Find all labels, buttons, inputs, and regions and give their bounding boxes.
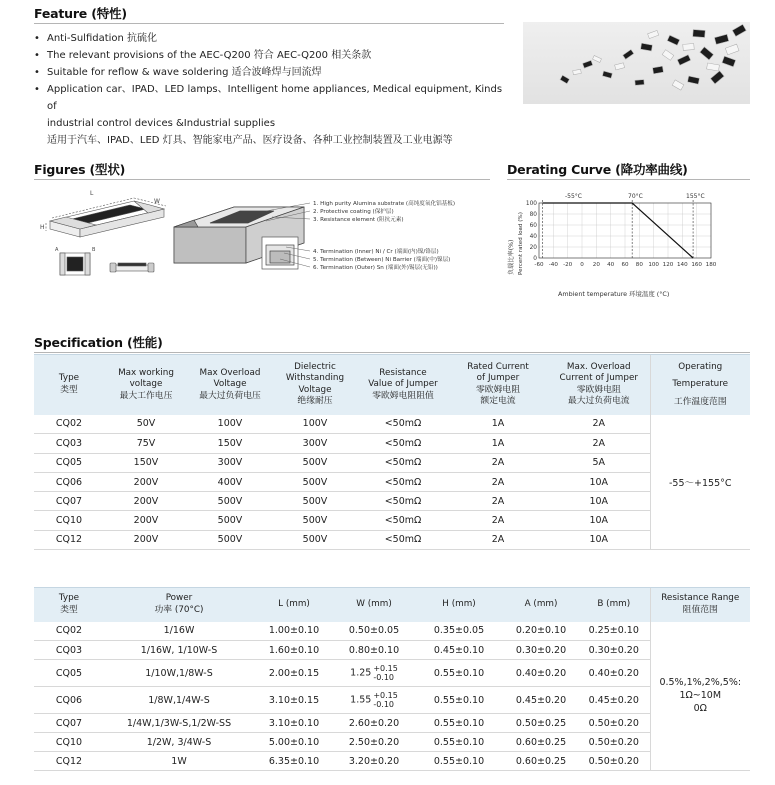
table-row xyxy=(34,492,750,511)
feature-item-text: Suitable for reflow & wave soldering 适合波峰焊与回流焊 xyxy=(47,67,322,78)
table-cell: 1.00±0.10 xyxy=(254,622,334,641)
bullet-icon: • xyxy=(34,50,40,61)
x-tick-label: -40 xyxy=(548,262,558,268)
figure-label-2: 2. Protective coating (保护层) xyxy=(313,209,394,215)
type-cell: CQ07 xyxy=(34,714,104,733)
header-line: Power xyxy=(165,593,193,604)
table-cell: 0.50±0.20 xyxy=(578,733,650,752)
dims-header-row xyxy=(34,588,750,622)
x-tick-label: -60 xyxy=(534,262,544,268)
table-cell: 0.35±0.05 xyxy=(414,622,504,641)
derating-series-line xyxy=(543,203,694,258)
table-cell: 0.40±0.20 xyxy=(504,660,578,687)
marker-label-right: 155°C xyxy=(686,193,705,200)
table-cell: 100V xyxy=(272,415,358,434)
spec-header-row xyxy=(34,355,750,415)
table-cell: 0.40±0.20 xyxy=(578,660,650,687)
header-line: 零欧姆电阻 xyxy=(476,384,520,395)
table-cell: 2A xyxy=(448,472,548,491)
table-cell: 200V xyxy=(104,511,188,530)
dim-label-h: H xyxy=(40,224,45,231)
x-axis-label: Ambient temperature 环境温度 (°C) xyxy=(558,290,670,298)
chart-x-ticks xyxy=(534,262,716,268)
table-cell: 2A xyxy=(448,530,548,549)
table-cell: 2.60±0.20 xyxy=(334,714,414,733)
table-cell: 1A xyxy=(448,415,548,434)
table-row xyxy=(34,733,750,752)
feature-item-cn: 适用于汽车、IPAD、LED 灯具、智能家电产品、医疗设备、各种工业控制装置及工业电源等 xyxy=(47,135,453,146)
header-line: 绝缘耐压 xyxy=(297,396,333,407)
table-cell: 150V xyxy=(104,453,188,472)
header-line: 额定电流 xyxy=(480,396,516,407)
figure-label-1: 1. High purity Alumina substrate (高纯度氧化铝基板) xyxy=(313,201,456,207)
table-row xyxy=(34,622,750,641)
chart-markers xyxy=(543,200,694,258)
header-line: Current of Jumper xyxy=(559,373,638,384)
y-tick-label: 20 xyxy=(529,245,537,251)
feature-list xyxy=(34,30,504,149)
figure-label-5: 5. Termination (Between) Ni Barrier (端面(中)镍层) xyxy=(313,257,451,263)
feature-item-text: Anti-Sulfidation 抗硫化 xyxy=(47,33,158,44)
table-cell: 0.20±0.10 xyxy=(504,622,578,641)
table-cell xyxy=(334,660,414,687)
header-line: of Jumper xyxy=(476,373,520,384)
header-line: Operating xyxy=(678,361,723,372)
x-tick-label: 40 xyxy=(607,262,615,268)
feature-item xyxy=(34,30,504,47)
table-cell: 500V xyxy=(188,492,272,511)
feature-item xyxy=(34,81,504,115)
spec-title: Specification (性能) xyxy=(34,335,163,350)
header-line: Temperature xyxy=(672,379,729,389)
header-line: Max Overload xyxy=(199,367,261,378)
chart-y-ticks xyxy=(526,201,537,262)
col-header-resistance-range xyxy=(650,588,750,622)
table-cell: <50mΩ xyxy=(358,492,448,511)
table-cell: 0.45±0.10 xyxy=(414,641,504,660)
col-header-w: W (mm) xyxy=(334,588,414,622)
col-header-b: B (mm) xyxy=(578,588,650,622)
table-cell: 10A xyxy=(548,472,650,491)
type-cell: CQ06 xyxy=(34,472,104,491)
col-header-a: A (mm) xyxy=(504,588,578,622)
table-cell: 0.55±0.10 xyxy=(414,660,504,687)
table-cell: 3.10±0.15 xyxy=(254,687,334,714)
header-line: Voltage xyxy=(213,379,247,389)
x-tick-label: 180 xyxy=(705,262,717,268)
table-cell: 150V xyxy=(188,434,272,453)
table-cell: 0.50±0.25 xyxy=(504,714,578,733)
table-cell: 5.00±0.10 xyxy=(254,733,334,752)
table-cell: 1/16W xyxy=(104,622,254,641)
y-tick-label: 60 xyxy=(529,223,537,229)
feature-item-continuation: industrial control devices &Industrial supplies xyxy=(47,118,276,129)
table-cell: 50V xyxy=(104,415,188,434)
tolerance-minus: -0.10 xyxy=(373,673,395,682)
table-cell: 0.55±0.10 xyxy=(414,752,504,771)
product-photo xyxy=(523,22,750,104)
feature-item xyxy=(34,47,504,64)
col-header-max-overload-current xyxy=(548,355,650,415)
marker-label-left: -55°C xyxy=(565,193,582,200)
type-cell: CQ02 xyxy=(34,622,104,641)
col-header-operating-temp xyxy=(650,355,750,415)
header-line: Withstanding xyxy=(285,373,345,384)
table-row xyxy=(34,687,750,714)
header-line: 零欧姆电阻阻值 xyxy=(372,390,434,401)
table-cell: 0.50±0.20 xyxy=(578,752,650,771)
table-cell: 0.50±0.05 xyxy=(334,622,414,641)
table-cell: 100V xyxy=(188,415,272,434)
table-cell: 10A xyxy=(548,530,650,549)
header-line: 零欧姆电阻 xyxy=(576,384,621,395)
header-line: Type xyxy=(58,373,80,384)
feature-item-text: Application car、IPAD、LED lamps、Intelligent home appliances, Medical equipment, Kinds of xyxy=(47,84,503,112)
tolerance-minus: -0.10 xyxy=(373,700,395,709)
feature-rule xyxy=(34,23,504,24)
resistor-diagram xyxy=(34,183,504,293)
table-cell: 500V xyxy=(272,530,358,549)
derating-chart-svg xyxy=(505,183,750,303)
table-cell: 2A xyxy=(548,415,650,434)
chip-resistors-image xyxy=(523,22,750,104)
table-cell: 6.35±0.10 xyxy=(254,752,334,771)
table-cell: 300V xyxy=(272,434,358,453)
chart-grid xyxy=(539,203,711,258)
table-cell: 1/16W, 1/10W-S xyxy=(104,641,254,660)
header-line: 工作温度范围 xyxy=(673,396,727,407)
derating-rule xyxy=(507,179,750,180)
table-cell: 500V xyxy=(272,453,358,472)
table-cell: 1A xyxy=(448,434,548,453)
table-cell: 500V xyxy=(272,472,358,491)
table-cell: 200V xyxy=(104,472,188,491)
table-cell: 0.60±0.25 xyxy=(504,733,578,752)
range-line: 0.5%,1%,2%,5%: xyxy=(659,677,742,689)
table-cell: 1/2W, 3/4W-S xyxy=(104,733,254,752)
table-row xyxy=(34,660,750,687)
table-cell: 1/10W,1/8W-S xyxy=(104,660,254,687)
w-value: 1.55 xyxy=(350,694,372,706)
header-line: 最大过负荷电压 xyxy=(199,390,261,401)
table-row xyxy=(34,472,750,491)
header-line: Max working xyxy=(118,367,174,378)
header-line: Type xyxy=(58,593,80,604)
spec-rule xyxy=(34,352,750,353)
col-header-max-overload-voltage xyxy=(188,355,272,415)
figures-title: Figures (型状) xyxy=(34,162,126,177)
type-cell: CQ12 xyxy=(34,752,104,771)
table-row xyxy=(34,530,750,549)
table-row xyxy=(34,752,750,771)
derating-chart xyxy=(505,183,750,303)
col-header-type xyxy=(34,588,104,622)
table-row xyxy=(34,511,750,530)
x-tick-label: 160 xyxy=(691,262,703,268)
header-line: 类型 xyxy=(60,604,78,615)
table-cell: 2.50±0.20 xyxy=(334,733,414,752)
resistor-figure xyxy=(34,183,504,293)
feature-item-text: The relevant provisions of the AEC-Q200 符合 AEC-Q200 相关条款 xyxy=(47,50,372,61)
y-tick-label: 100 xyxy=(525,201,537,207)
table-cell: 2A xyxy=(448,453,548,472)
dim-label-w: W xyxy=(154,198,160,205)
tolerance-plus: +0.15 xyxy=(373,664,398,673)
x-tick-label: 20 xyxy=(592,262,600,268)
table-cell: 1W xyxy=(104,752,254,771)
type-cell: CQ03 xyxy=(34,434,104,453)
y-axis-label-en: Percent rated load (%) xyxy=(518,212,524,275)
bullet-icon: • xyxy=(34,67,40,78)
header-line: 最大过负荷电流 xyxy=(567,396,630,407)
figures-rule xyxy=(34,179,490,180)
col-header-dielectric xyxy=(272,355,358,415)
chart-line xyxy=(543,203,694,258)
dim-label-l: L xyxy=(90,190,94,197)
table-cell: 2A xyxy=(448,511,548,530)
y-tick-label: 80 xyxy=(529,212,537,218)
type-cell: CQ05 xyxy=(34,453,104,472)
tolerance-plus: +0.15 xyxy=(373,691,398,700)
range-line: 1Ω~10M xyxy=(679,690,722,702)
table-cell: 3.20±0.20 xyxy=(334,752,414,771)
bullet-icon: • xyxy=(34,33,40,44)
y-tick-label: 0 xyxy=(533,256,537,262)
col-header-max-working-voltage xyxy=(104,355,188,415)
dim-label-a: A xyxy=(55,247,59,253)
tolerance xyxy=(373,664,398,682)
type-cell: CQ07 xyxy=(34,492,104,511)
table-cell: 2A xyxy=(548,434,650,453)
table-cell: 0.25±0.10 xyxy=(578,622,650,641)
table-cell: 0.55±0.10 xyxy=(414,714,504,733)
feature-item xyxy=(34,64,504,81)
figure-label-4: 4. Termination (Inner) Ni / Cr (端面(内)镍/铬层) xyxy=(313,249,439,255)
table-cell: 500V xyxy=(272,511,358,530)
table-cell: <50mΩ xyxy=(358,530,448,549)
type-cell: CQ02 xyxy=(34,415,104,434)
table-cell: <50mΩ xyxy=(358,511,448,530)
table-cell: 0.55±0.10 xyxy=(414,733,504,752)
type-cell: CQ03 xyxy=(34,641,104,660)
table-cell: 500V xyxy=(188,530,272,549)
dimensions-table xyxy=(34,587,750,771)
table-cell: 200V xyxy=(104,530,188,549)
x-tick-label: 100 xyxy=(648,262,660,268)
table-row xyxy=(34,641,750,660)
derating-title: Derating Curve (降功率曲线) xyxy=(507,162,688,177)
figure-label-6: 6. Termination (Outer) Sn (端面(外)锡层(无铅)) xyxy=(313,265,438,271)
table-cell: 1.60±0.10 xyxy=(254,641,334,660)
col-header-h: H (mm) xyxy=(414,588,504,622)
table-cell: 1/4W,1/3W-S,1/2W-SS xyxy=(104,714,254,733)
type-cell: CQ10 xyxy=(34,511,104,530)
header-line: Value of Jumper xyxy=(368,379,438,389)
type-cell: CQ06 xyxy=(34,687,104,714)
table-cell: 0.30±0.20 xyxy=(504,641,578,660)
table-cell: 5A xyxy=(548,453,650,472)
table-cell: 500V xyxy=(188,511,272,530)
table-cell: 0.55±0.10 xyxy=(414,687,504,714)
table-row xyxy=(34,415,750,434)
table-cell: 0.45±0.20 xyxy=(504,687,578,714)
table-cell: 0.45±0.20 xyxy=(578,687,650,714)
header-line: Voltage xyxy=(298,384,332,395)
resistance-range-cell xyxy=(650,622,750,771)
table-cell: 300V xyxy=(188,453,272,472)
x-tick-label: 80 xyxy=(635,262,643,268)
y-axis-label-cn: 负载比率(%) xyxy=(508,239,515,275)
x-tick-label: 0 xyxy=(580,262,584,268)
x-tick-label: 60 xyxy=(621,262,629,268)
header-line: Max. Overload xyxy=(566,361,631,372)
x-tick-label: 120 xyxy=(662,262,674,268)
range-line: 0Ω xyxy=(693,703,707,715)
col-header-l: L (mm) xyxy=(254,588,334,622)
table-cell: 1/8W,1/4W-S xyxy=(104,687,254,714)
table-cell: 75V xyxy=(104,434,188,453)
header-line: 功率 (70°C) xyxy=(154,604,204,615)
col-header-resistance xyxy=(358,355,448,415)
tolerance xyxy=(373,691,398,709)
table-cell: 400V xyxy=(188,472,272,491)
dim-label-b: B xyxy=(92,247,96,253)
table-cell: <50mΩ xyxy=(358,472,448,491)
header-line: 阻值范围 xyxy=(682,604,718,615)
table-cell: 0.30±0.20 xyxy=(578,641,650,660)
type-cell: CQ10 xyxy=(34,733,104,752)
figure-label-3: 3. Resistance element (阻抗元素) xyxy=(313,217,404,223)
table-cell: <50mΩ xyxy=(358,434,448,453)
header-line: Resistance Range xyxy=(661,593,740,604)
col-header-rated-current xyxy=(448,355,548,415)
table-row xyxy=(34,714,750,733)
table-row xyxy=(34,434,750,453)
table-cell: 3.10±0.10 xyxy=(254,714,334,733)
table-cell: 200V xyxy=(104,492,188,511)
table-cell: 10A xyxy=(548,511,650,530)
header-line: Resistance xyxy=(379,367,427,378)
marker-label-mid: 70°C xyxy=(628,193,643,200)
type-cell: CQ05 xyxy=(34,660,104,687)
table-cell: 10A xyxy=(548,492,650,511)
table-cell: 2A xyxy=(448,492,548,511)
x-tick-label: -20 xyxy=(563,262,573,268)
table-cell: 0.80±0.10 xyxy=(334,641,414,660)
col-header-type xyxy=(34,355,104,415)
type-cell: CQ12 xyxy=(34,530,104,549)
table-cell xyxy=(334,687,414,714)
header-line: 最大工作电压 xyxy=(119,390,173,401)
spec-table xyxy=(34,354,750,550)
table-cell: 2.00±0.15 xyxy=(254,660,334,687)
table-cell: 0.50±0.20 xyxy=(578,714,650,733)
header-line: Dielectric xyxy=(294,361,336,372)
table-cell: 0.60±0.25 xyxy=(504,752,578,771)
bullet-icon: • xyxy=(34,84,40,95)
header-line: Rated Current xyxy=(467,361,529,372)
col-header-power xyxy=(104,588,254,622)
header-line: 类型 xyxy=(60,384,78,395)
feature-title: Feature (特性) xyxy=(34,6,127,21)
w-value: 1.25 xyxy=(350,667,372,679)
table-cell: 500V xyxy=(272,492,358,511)
table-cell: <50mΩ xyxy=(358,415,448,434)
y-tick-label: 40 xyxy=(529,234,537,240)
table-row xyxy=(34,453,750,472)
x-tick-label: 140 xyxy=(676,262,688,268)
header-line: voltage xyxy=(129,379,163,389)
table-cell: <50mΩ xyxy=(358,453,448,472)
operating-temp-cell: -55～+155°C xyxy=(650,415,750,550)
